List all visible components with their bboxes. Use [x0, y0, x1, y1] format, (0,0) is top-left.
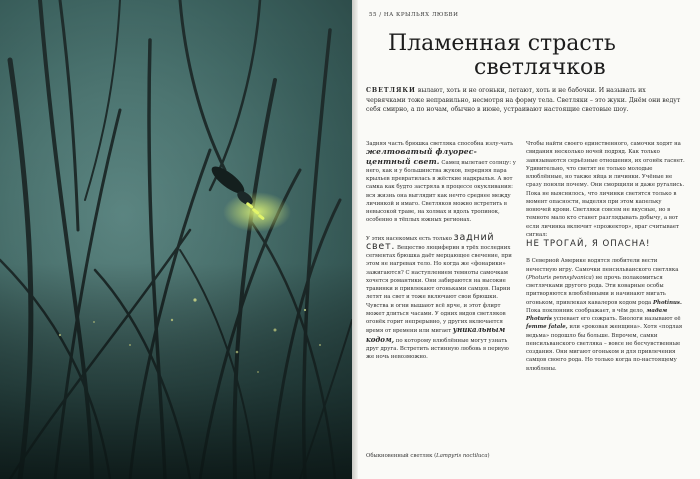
- highlight-dont-touch: НЕ ТРОГАЙ, Я ОПАСНА!: [526, 239, 651, 249]
- col2-p2-text-c: Пока поклонник соображает, в чём дело,: [526, 307, 647, 314]
- highlight-rear-light: задний свет.: [366, 231, 495, 252]
- col1-paragraph-1: [366, 140, 516, 225]
- lead-text: вылают, хоть и не огоньки, летают, хоть и не бабочки. И называть их червячками тоже неправильно, несмотря на форму тела. Светляки – это жуки. Днём они ведут себя смирно, а по ночам, обычно в июне, устраивают настоящие световые шоу.: [366, 87, 681, 114]
- highlight-madam-photuris: мадам Photuris: [526, 307, 668, 322]
- col1-p2-text-c: по которому влюблённые могут узнать друг друга. Встретить истинную любовь в первую же ночь невозможно.: [366, 337, 509, 360]
- text-column-2: [526, 140, 686, 373]
- highlight-unique-code: уникальным кодом,: [366, 325, 506, 344]
- col1-p1-text-a: Задняя часть брюшка светляка способна излу-чать: [366, 141, 514, 147]
- title-line-1: Пламенная страсть: [388, 31, 616, 56]
- highlight-femme-fatale: femme fatale,: [526, 324, 568, 331]
- col2-p2-text-d: успевает его сожрать. Биологи называют её: [551, 316, 681, 322]
- col1-p2-text-a: У этих насекомых есть только: [366, 235, 454, 242]
- col1-p1-text-b: Самец вылетает солнцу: у него, как и у большинства жуков, передняя пара крыльев превратилась в жёсткие надкрылья. А вот самка как будто застряла в процессе окукливания: вся жизнь она выглядит как нечто среднее между личинкой и имаго. Светляков можно встретить в невысокой траве, на холмах и вдоль тропинок, особенно в тёплых южных регионах.: [366, 159, 516, 224]
- caption-latin: Lampyris noctiluca: [436, 453, 488, 459]
- col2-p2-text-a: В Северной Америке водятся любители вести нечестную игру. Самочки пенсильванского светляка (: [526, 258, 679, 281]
- running-head: 55 / НА КРЫЛЬЯХ ЛЮБВИ: [369, 12, 459, 18]
- col2-paragraph-1: [526, 140, 686, 248]
- page-title: [388, 32, 678, 80]
- col2-p1-text: Чтобы найти своего единственного, самочки ходят на свидания несколько ночей подряд. Как только завязываются серьёзные отношения, их огонёк гаснет. Удивительно, что светят не только молодые влюблённые, но также яйца и личинки. Учёные не сразу поняли почему. Они сморщили и даже ругались. Пока не выяснилось, что личинки светятся только в момент опасности, выделяя при этом капельку вонючей крови. Светляки совсем не вкусные, но в темноте мало кто станет разглядывать добычу, а вот если личинка включит «прожектор», враг считывает сигнал:: [526, 141, 685, 238]
- illustration-caption: [366, 453, 490, 459]
- caption-end: ): [487, 453, 490, 459]
- col2-paragraph-2: [526, 257, 686, 373]
- latin-photinus: Photinus.: [652, 299, 682, 306]
- col1-paragraph-2: [366, 231, 516, 362]
- col2-p2-text-e: или «роковая женщина». Хотя «подлая ведьма» подошло бы больше. Впрочем, самки пенсильванского светляка – вовсе не бесчувственные создания. Они мигают огоньком и для привлечения самцов своего рода. Но только когда по-настоящему влюблены.: [526, 324, 683, 372]
- highlight-yellowish-light: желтоватый флуорес-центный свет.: [366, 147, 477, 166]
- caption-text: Обыкновенный светляк (: [366, 453, 437, 459]
- text-column-1: [366, 140, 516, 361]
- col2-p2-text-b: ) не прочь полакомиться светлячками другого рода. Эти коварные особы притворяются влюблёнными и начинают мигать огоньком, привлекая кавалеров кодом рода: [526, 274, 666, 306]
- title-line-2: светлячков: [474, 55, 606, 80]
- lead-caps: СВЕТЛЯКИ: [366, 87, 416, 94]
- lead-paragraph: [366, 86, 686, 115]
- latin-photuris-pennsylvanica: Photuris pennsylvanica: [528, 274, 592, 281]
- col1-p2-text-b: Вещество люциферин в трёх последних сегментах брюшка даёт мерцающее свечение, при этом не нагревая тело. Но когда же «фонарики» зажигаются? С наступлением темноты самочкам хочется романтики. Они забираются на высокие травинки и привлекают огоньками самцов. Парни летят на свет и тоже включают свои брюшки. Чувства и огни вышают всё ярче, и этот флирт может длиться часами. У одних видов светляков огонёк горит непрерывно, у других включается время от времени или мигает: [366, 244, 512, 335]
